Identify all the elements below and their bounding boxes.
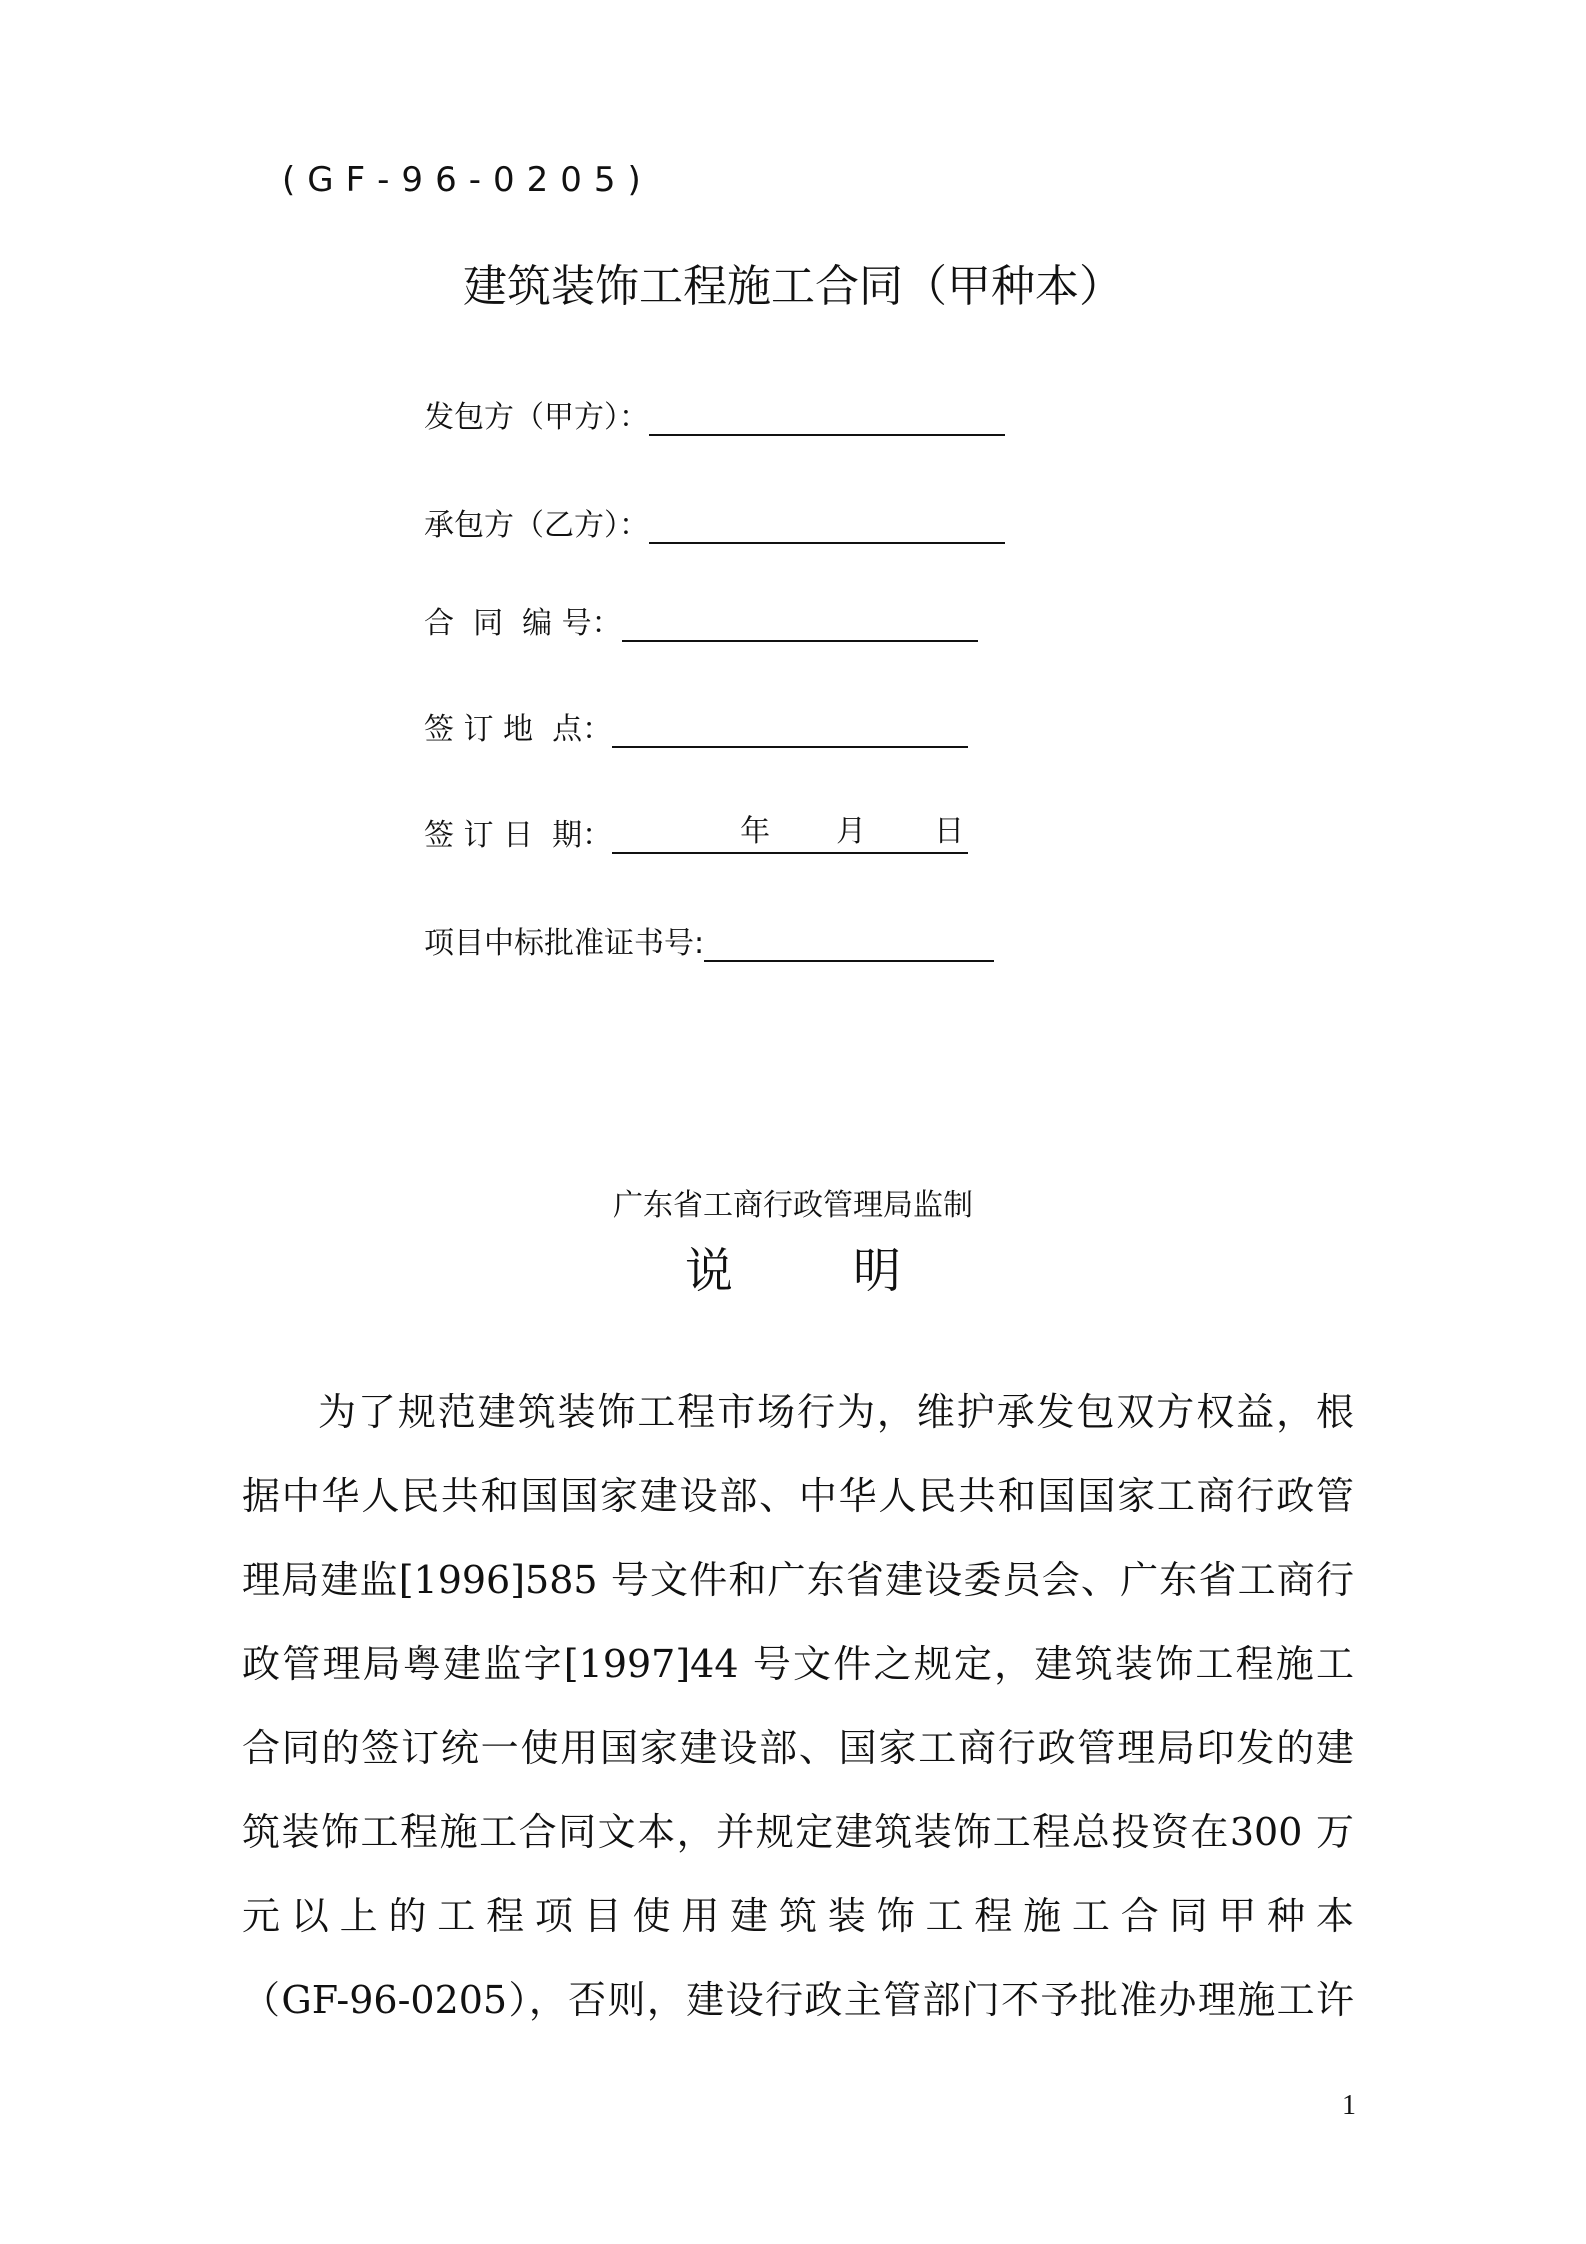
field-contract-number bbox=[424, 594, 978, 644]
body-line: （GF-96-0205），否则，建设行政主管部门不予批准办理施工许 bbox=[242, 1978, 1354, 2022]
body-line: 政管理局粤建监字[1997]44 号文件之规定，建筑装饰工程施工 bbox=[242, 1642, 1354, 1686]
section-title bbox=[0, 1232, 1586, 1301]
body-line: 筑装饰工程施工合同文本，并规定建筑装饰工程总投资在300 万 bbox=[242, 1810, 1354, 1854]
field-employer bbox=[424, 388, 1005, 438]
field-signing-date bbox=[424, 806, 968, 856]
supervisor-line: 广东省工商行政管理局监制 bbox=[613, 1188, 973, 1223]
body-line: 据中华人民共和国国家建设部、中华人民共和国国家工商行政管 bbox=[242, 1474, 1354, 1518]
field-contractor bbox=[424, 496, 1005, 546]
contract-code: (GF-96-0205) bbox=[282, 160, 653, 200]
contract-number-blank[interactable] bbox=[622, 600, 978, 642]
contractor-blank[interactable] bbox=[649, 502, 1005, 544]
field-signing-place bbox=[424, 700, 968, 750]
date-year-label: 年 bbox=[740, 814, 771, 849]
bid-approval-number-blank[interactable] bbox=[704, 920, 994, 962]
body-line: 元以上的工程项目使用建筑装饰工程施工合同甲种本 bbox=[242, 1894, 1354, 1938]
date-month-label: 月 bbox=[836, 814, 867, 849]
field-label-signing-date: 签 订 日 期： bbox=[424, 818, 613, 853]
field-label-bid-approval-number: 项目中标批准证书号: bbox=[424, 926, 705, 961]
field-label-signing-place: 签 订 地 点： bbox=[424, 712, 613, 747]
field-label-contractor: 承包方（乙方）： bbox=[424, 508, 649, 543]
body-line: 合同的签订统一使用国家建设部、国家工商行政管理局印发的建 bbox=[242, 1726, 1354, 1770]
field-bid-approval-number bbox=[424, 914, 994, 964]
page-number: 1 bbox=[1342, 2090, 1356, 2121]
signing-date-blank[interactable] bbox=[612, 812, 968, 854]
signing-place-blank[interactable] bbox=[612, 706, 968, 748]
body-paragraph bbox=[242, 1370, 1354, 2042]
body-line: 理局建监[1996]585 号文件和广东省建设委员会、广东省工商行 bbox=[242, 1558, 1354, 1602]
date-day-label: 日 bbox=[934, 814, 965, 849]
section-title-right: 明 bbox=[853, 1243, 902, 1299]
document-title: 建筑装饰工程施工合同（甲种本） bbox=[463, 261, 1123, 312]
field-label-contract-number: 合 同 编 号： bbox=[424, 606, 622, 641]
field-label-employer: 发包方（甲方）： bbox=[424, 400, 649, 435]
employer-blank[interactable] bbox=[649, 394, 1005, 436]
body-line: 为了规范建筑装饰工程市场行为，维护承发包双方权益，根 bbox=[318, 1390, 1354, 1434]
section-title-left: 说 bbox=[684, 1243, 733, 1299]
